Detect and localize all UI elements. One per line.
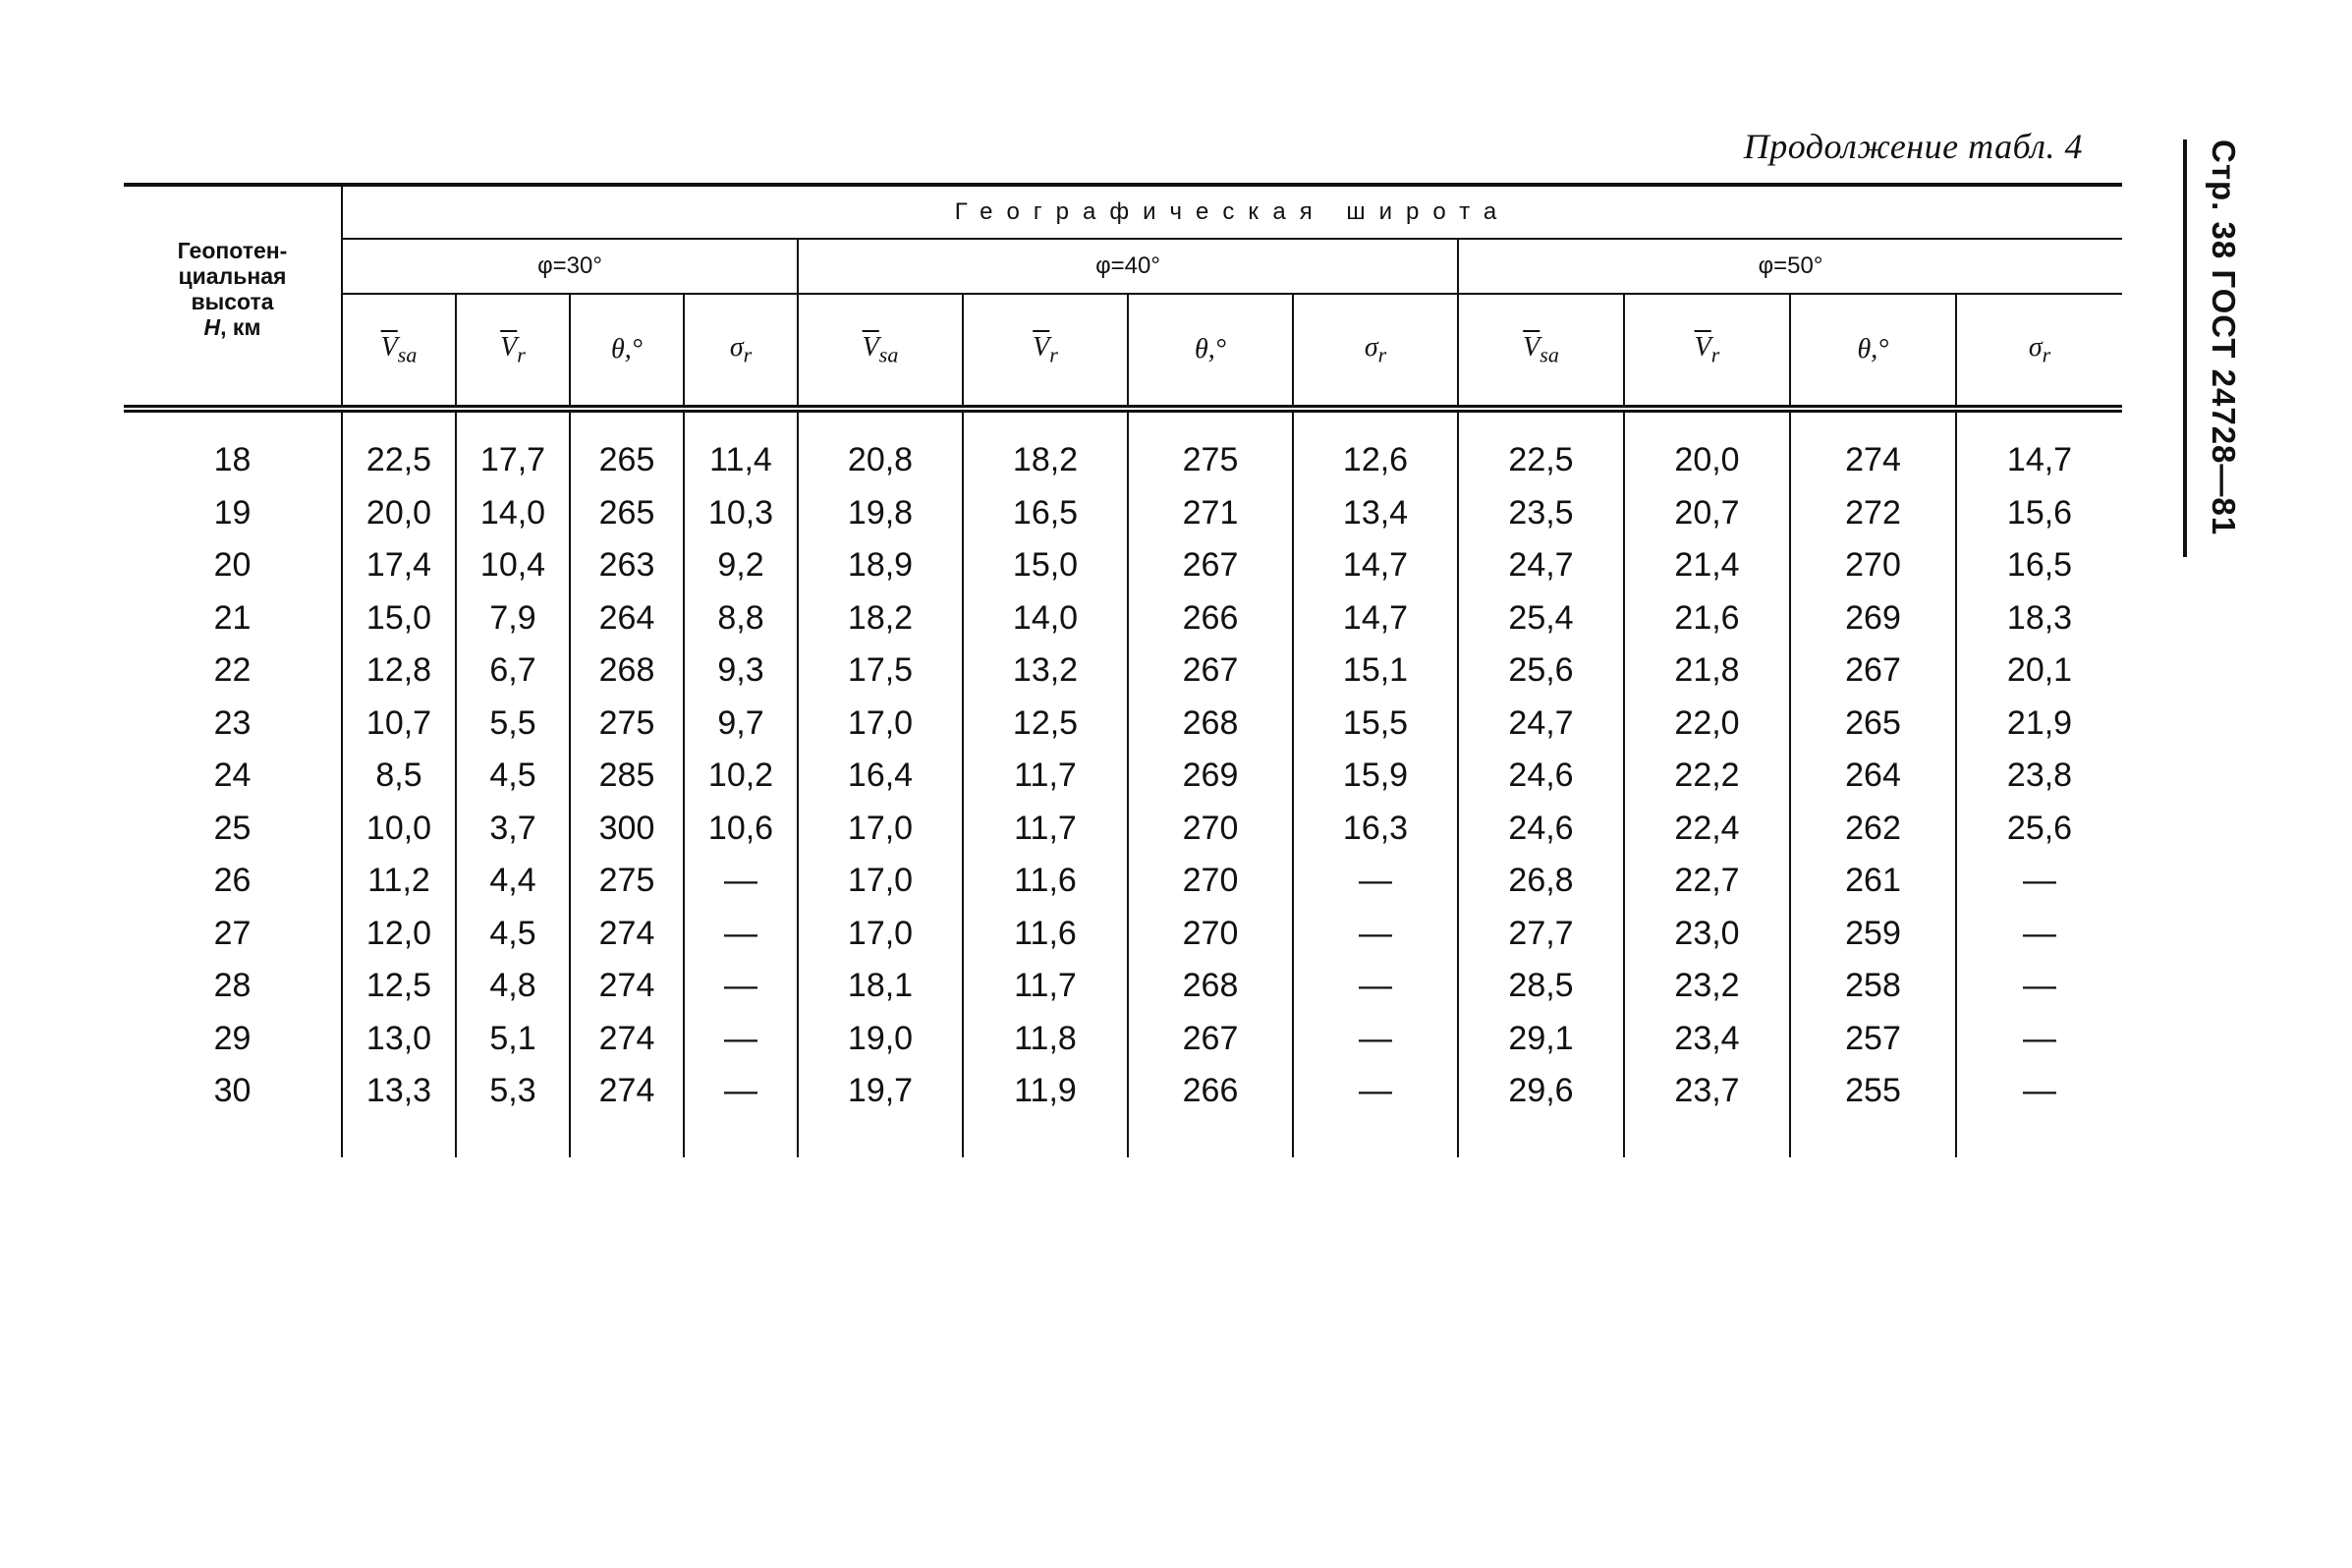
table-cell: 22,2 [1624,750,1790,803]
table-cell: 28,5 [1458,960,1624,1013]
col-header-vr: $\overline{V}_r$ [963,294,1128,409]
table-cell: 263 [570,539,684,592]
col-header-vsa: $\overline{V}_{sa}$ [1458,294,1624,409]
table-row [124,803,2122,856]
table-cell: 11,2 [342,855,456,908]
table-cell: 16,5 [1956,539,2122,592]
table-cell: 264 [570,592,684,645]
table-cell: 258 [1790,960,1956,1013]
table-cell: 262 [1790,803,1956,856]
table-cell: 23,0 [1624,908,1790,961]
col-header-vr: $\overline{V}_r$ [456,294,570,409]
table-cell: 274 [570,908,684,961]
row-height-cell: 24 [213,756,252,794]
table-cell: — [684,1013,798,1066]
table-cell: 270 [1128,803,1293,856]
table-cell: 21,9 [1956,698,2122,751]
table-cell: 4,8 [456,960,570,1013]
table-cell: 13,0 [342,1013,456,1066]
table-caption: Продолжение табл. 4 [1743,127,2083,166]
table-cell: 5,1 [456,1013,570,1066]
table-cell: 12,8 [342,644,456,698]
table-cell: 270 [1128,908,1293,961]
table-cell: 8,8 [684,592,798,645]
table-cell: 14,0 [456,487,570,540]
table-cell: 11,7 [963,960,1128,1013]
table-cell: 13,3 [342,1065,456,1157]
table-cell: 6,7 [456,644,570,698]
table-cell: 22,0 [1624,698,1790,751]
row-height-cell: 27 [213,914,252,952]
table-cell: 18,9 [798,539,963,592]
row-height-cell: 19 [213,493,252,532]
table-cell: 270 [1128,855,1293,908]
table-cell: 14,7 [1956,409,2122,487]
table-cell: 11,7 [963,803,1128,856]
table-cell: 265 [1790,698,1956,751]
col-header-vsa: $\overline{V}_{sa}$ [342,294,456,409]
table-cell: 275 [570,855,684,908]
table-row [124,592,2122,645]
table-cell: 266 [1128,1065,1293,1157]
table-cell: — [1956,855,2122,908]
col-header-theta: θ,° [1790,294,1956,409]
table-cell: 9,3 [684,644,798,698]
table-cell: 10,6 [684,803,798,856]
table-cell: 11,9 [963,1065,1128,1157]
row-height-cell: 30 [213,1072,252,1109]
table-cell: 11,4 [684,409,798,487]
table-cell: 257 [1790,1013,1956,1066]
table-cell: 23,2 [1624,960,1790,1013]
row-header-line3: высота [191,289,274,314]
table-row [124,698,2122,751]
table-cell: 12,5 [342,960,456,1013]
table-cell: 271 [1128,487,1293,540]
table-cell: 21,8 [1624,644,1790,698]
table-cell: — [1956,1013,2122,1066]
table-cell: 5,5 [456,698,570,751]
table-cell: 265 [570,409,684,487]
table-cell: 24,6 [1458,750,1624,803]
table-cell: 24,6 [1458,803,1624,856]
table-cell: 13,4 [1293,487,1458,540]
table-cell: 4,5 [456,750,570,803]
table-cell: 21,4 [1624,539,1790,592]
table-cell: 29,6 [1458,1065,1624,1157]
table-cell: 14,7 [1293,592,1458,645]
table-row [124,1013,2122,1066]
table-row [124,1065,2122,1157]
row-height-cell: 25 [213,809,252,847]
data-table-container [124,183,2120,1157]
table-cell: 3,7 [456,803,570,856]
table-cell: 20,0 [1624,409,1790,487]
table-cell: 11,7 [963,750,1128,803]
table-cell: 268 [1128,960,1293,1013]
group-title: Географическая широта [342,185,2122,239]
table-cell: 10,0 [342,803,456,856]
table-cell: 267 [1128,644,1293,698]
table-cell: 16,4 [798,750,963,803]
table-cell: 23,4 [1624,1013,1790,1066]
table-cell: 17,0 [798,855,963,908]
table-cell: 5,3 [456,1065,570,1157]
table-cell: 275 [1128,409,1293,487]
table-cell: 23,8 [1956,750,2122,803]
table-cell: 14,0 [963,592,1128,645]
table-cell: 18,2 [963,409,1128,487]
table-cell: 13,2 [963,644,1128,698]
table-cell: 21,6 [1624,592,1790,645]
data-table [124,183,2122,1157]
table-cell: 22,4 [1624,803,1790,856]
table-cell: 274 [570,960,684,1013]
row-height-cell: 23 [213,703,252,742]
table-cell: 272 [1790,487,1956,540]
table-cell: 268 [1128,698,1293,751]
table-cell: 300 [570,803,684,856]
row-header-line1: Геопотен- [177,238,288,263]
col-header-vr: $\overline{V}_r$ [1624,294,1790,409]
table-cell: 267 [1128,1013,1293,1066]
table-cell: 274 [570,1013,684,1066]
col-header-sigma: $\sigma_r$ [1956,294,2122,409]
table-cell: 22,5 [1458,409,1624,487]
table-row [124,487,2122,540]
table-cell: 9,2 [684,539,798,592]
table-cell: 7,9 [456,592,570,645]
table-row [124,750,2122,803]
table-cell: — [1293,855,1458,908]
table-cell: 266 [1128,592,1293,645]
table-cell: 10,7 [342,698,456,751]
table-cell: 25,6 [1956,803,2122,856]
col-header-theta: θ,° [570,294,684,409]
latitude-40: φ=40° [798,239,1458,294]
table-row [124,908,2122,961]
table-cell: 15,6 [1956,487,2122,540]
table-cell: 255 [1790,1065,1956,1157]
table-cell: — [1956,960,2122,1013]
table-cell: 274 [570,1065,684,1157]
row-height-cell: 22 [213,651,252,689]
table-cell: 19,7 [798,1065,963,1157]
table-cell: 12,6 [1293,409,1458,487]
table-cell: 20,1 [1956,644,2122,698]
table-cell: 4,4 [456,855,570,908]
row-height-cell: 28 [213,967,252,1004]
table-row [124,960,2122,1013]
table-row [124,539,2122,592]
table-cell: 25,4 [1458,592,1624,645]
table-cell: 20,7 [1624,487,1790,540]
table-cell: 17,5 [798,644,963,698]
table-cell: 11,6 [963,908,1128,961]
table-cell: — [1293,908,1458,961]
table-cell: 20,8 [798,409,963,487]
table-cell: 269 [1790,592,1956,645]
table-cell: — [1956,908,2122,961]
table-cell: 20,0 [342,487,456,540]
side-rule [2183,140,2187,557]
table-cell: 17,0 [798,803,963,856]
table-cell: 15,5 [1293,698,1458,751]
table-cell: — [1293,1013,1458,1066]
table-cell: 22,7 [1624,855,1790,908]
table-cell: — [684,1065,798,1157]
table-row [124,855,2122,908]
table-cell: 18,2 [798,592,963,645]
row-height-cell: 20 [213,546,252,584]
table-cell: 8,5 [342,750,456,803]
table-cell: 15,9 [1293,750,1458,803]
table-cell: 24,7 [1458,539,1624,592]
col-header-theta: θ,° [1128,294,1293,409]
row-header-line2: циальная [178,263,287,289]
table-row [124,644,2122,698]
table-row [124,409,2122,487]
table-cell: 9,7 [684,698,798,751]
table-cell: 19,8 [798,487,963,540]
page-side-header: Стр. 38 ГОСТ 24728—81 [2206,140,2242,536]
table-cell: 15,1 [1293,644,1458,698]
table-cell: — [684,908,798,961]
table-cell: 265 [570,487,684,540]
table-cell: 264 [1790,750,1956,803]
table-cell: 17,0 [798,908,963,961]
table-cell: 269 [1128,750,1293,803]
table-cell: — [684,855,798,908]
table-cell: 12,5 [963,698,1128,751]
table-cell: 17,0 [798,698,963,751]
table-cell: 17,4 [342,539,456,592]
latitude-50: φ=50° [1458,239,2122,294]
table-cell: 268 [570,644,684,698]
table-cell: 261 [1790,855,1956,908]
table-cell: 275 [570,698,684,751]
row-header-line4: H, км [203,314,261,340]
table-cell: 23,5 [1458,487,1624,540]
row-height-cell: 26 [213,862,252,899]
table-cell: 267 [1790,644,1956,698]
table-cell: 18,1 [798,960,963,1013]
table-cell: 267 [1128,539,1293,592]
table-cell: — [1293,1065,1458,1157]
table-cell: 274 [1790,409,1956,487]
table-cell: 10,2 [684,750,798,803]
table-cell: 23,7 [1624,1065,1790,1157]
row-height-cell: 18 [213,441,252,478]
table-cell: 259 [1790,908,1956,961]
table-cell: 27,7 [1458,908,1624,961]
table-cell: 26,8 [1458,855,1624,908]
col-header-vsa: $\overline{V}_{sa}$ [798,294,963,409]
table-cell: 12,0 [342,908,456,961]
col-header-sigma: $\sigma_r$ [1293,294,1458,409]
table-cell: 270 [1790,539,1956,592]
table-cell: 18,3 [1956,592,2122,645]
table-cell: — [684,960,798,1013]
latitude-30: φ=30° [342,239,798,294]
col-header-sigma: $\sigma_r$ [684,294,798,409]
table-cell: 4,5 [456,908,570,961]
row-header-cell [124,185,342,409]
table-cell: 24,7 [1458,698,1624,751]
table-cell: — [1293,960,1458,1013]
table-cell: 22,5 [342,409,456,487]
table-cell: 10,4 [456,539,570,592]
table-cell: 15,0 [342,592,456,645]
table-cell: 19,0 [798,1013,963,1066]
table-cell: — [1956,1065,2122,1157]
table-cell: 16,3 [1293,803,1458,856]
row-height-cell: 21 [213,598,252,637]
table-cell: 15,0 [963,539,1128,592]
table-cell: 17,7 [456,409,570,487]
table-cell: 285 [570,750,684,803]
table-cell: 14,7 [1293,539,1458,592]
table-cell: 10,3 [684,487,798,540]
table-cell: 11,6 [963,855,1128,908]
table-cell: 16,5 [963,487,1128,540]
table-cell: 11,8 [963,1013,1128,1066]
table-cell: 25,6 [1458,644,1624,698]
row-height-cell: 29 [213,1019,252,1057]
table-cell: 29,1 [1458,1013,1624,1066]
